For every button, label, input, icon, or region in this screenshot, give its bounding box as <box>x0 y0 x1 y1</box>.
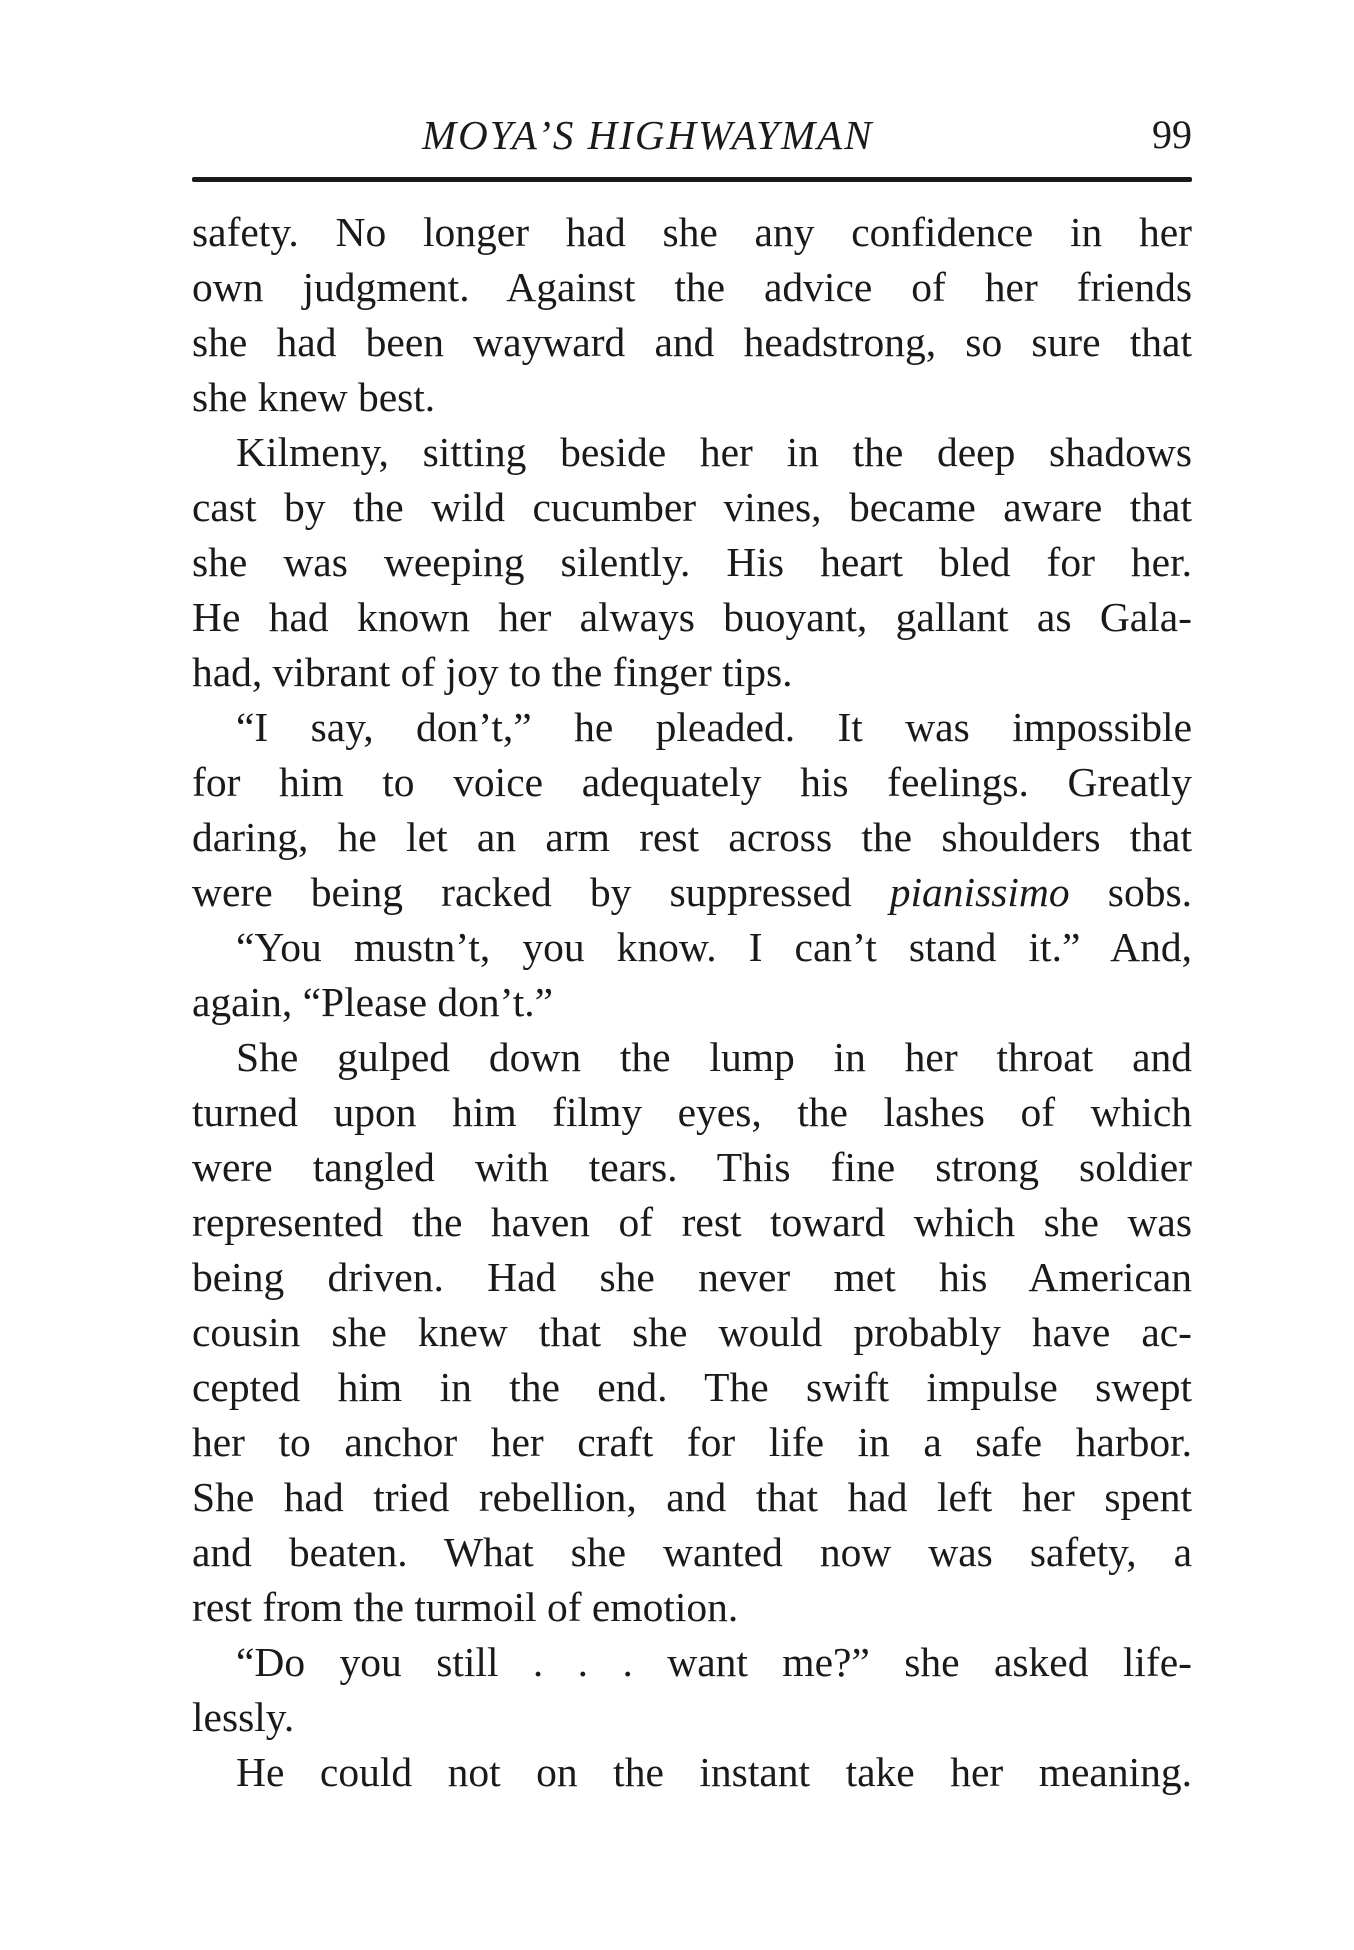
text-line <box>192 920 1192 975</box>
text-run: She gulped down the lump in her throat and <box>236 1034 1192 1080</box>
text-line <box>192 755 1192 810</box>
text-run: she was weeping silently. His heart bled for her. <box>192 539 1192 585</box>
text-run: safety. No longer had she any confidence in her <box>192 209 1192 255</box>
text-run: cousin she knew that she would probably have ac- <box>192 1309 1192 1355</box>
text-line <box>192 865 1192 920</box>
text-run: again, “Please don’t.” <box>192 979 554 1025</box>
text-line <box>192 1690 1192 1745</box>
text-line <box>192 590 1192 645</box>
text-run: cast by the wild cucumber vines, became aware that <box>192 484 1192 530</box>
text-line <box>192 480 1192 535</box>
text-run: He had known her always buoyant, gallant as Gala- <box>192 594 1192 640</box>
text-line <box>192 1415 1192 1470</box>
text-line <box>192 700 1192 755</box>
text-run: own judgment. Against the advice of her friends <box>192 264 1192 310</box>
text-line <box>192 1635 1192 1690</box>
running-title: MOYA’S HIGHWAYMAN <box>422 112 874 158</box>
text-run: He could not on the instant take her meaning. <box>236 1749 1192 1795</box>
text-line <box>192 1195 1192 1250</box>
text-line <box>192 1745 1192 1800</box>
text-run: represented the haven of rest toward which she was <box>192 1199 1192 1245</box>
text-run: she had been wayward and headstrong, so sure that <box>192 319 1192 365</box>
body-text <box>192 205 1192 1800</box>
text-run: were tangled with tears. This fine strong soldier <box>192 1144 1192 1190</box>
text-run: lessly. <box>192 1694 295 1740</box>
text-line <box>192 1305 1192 1360</box>
text-run: for him to voice adequately his feelings. Greatly <box>192 759 1192 805</box>
text-line <box>192 315 1192 370</box>
text-line <box>192 1470 1192 1525</box>
text-line <box>192 1140 1192 1195</box>
text-run: and beaten. What she wanted now was safety, a <box>192 1529 1192 1575</box>
text-run: were being racked by suppressed <box>192 869 890 915</box>
text-line <box>192 1525 1192 1580</box>
text-run: “Do you still . . . want me?” she asked life- <box>236 1639 1192 1685</box>
text-line <box>192 1030 1192 1085</box>
text-line <box>192 205 1192 260</box>
text-run: Kilmeny, sitting beside her in the deep shadows <box>236 429 1192 475</box>
text-line <box>192 645 1192 700</box>
text-line <box>192 425 1192 480</box>
running-header <box>192 105 1192 165</box>
text-run: cepted him in the end. The swift impulse swept <box>192 1364 1192 1410</box>
text-line <box>192 370 1192 425</box>
text-run: She had tried rebellion, and that had left her spent <box>192 1474 1192 1520</box>
text-line <box>192 260 1192 315</box>
text-line <box>192 1085 1192 1140</box>
header-rule <box>192 177 1192 182</box>
text-line <box>192 975 1192 1030</box>
italic-text: pianissimo <box>889 869 1070 915</box>
page-number: 99 <box>1152 112 1192 157</box>
text-run: daring, he let an arm rest across the shoulders that <box>192 814 1192 860</box>
text-line <box>192 535 1192 590</box>
text-line <box>192 1250 1192 1305</box>
text-line <box>192 1580 1192 1635</box>
text-run: turned upon him filmy eyes, the lashes of which <box>192 1089 1192 1135</box>
text-run: had, vibrant of joy to the finger tips. <box>192 649 793 695</box>
text-run: “I say, don’t,” he pleaded. It was impossible <box>236 704 1192 750</box>
text-line <box>192 1360 1192 1415</box>
text-run: rest from the turmoil of emotion. <box>192 1584 739 1630</box>
text-run: her to anchor her craft for life in a safe harbor. <box>192 1419 1192 1465</box>
text-run: she knew best. <box>192 374 436 420</box>
text-run: sobs. <box>1069 869 1192 915</box>
text-run: being driven. Had she never met his American <box>192 1254 1192 1300</box>
text-run: “You mustn’t, you know. I can’t stand it.” And, <box>236 924 1192 970</box>
text-line <box>192 810 1192 865</box>
